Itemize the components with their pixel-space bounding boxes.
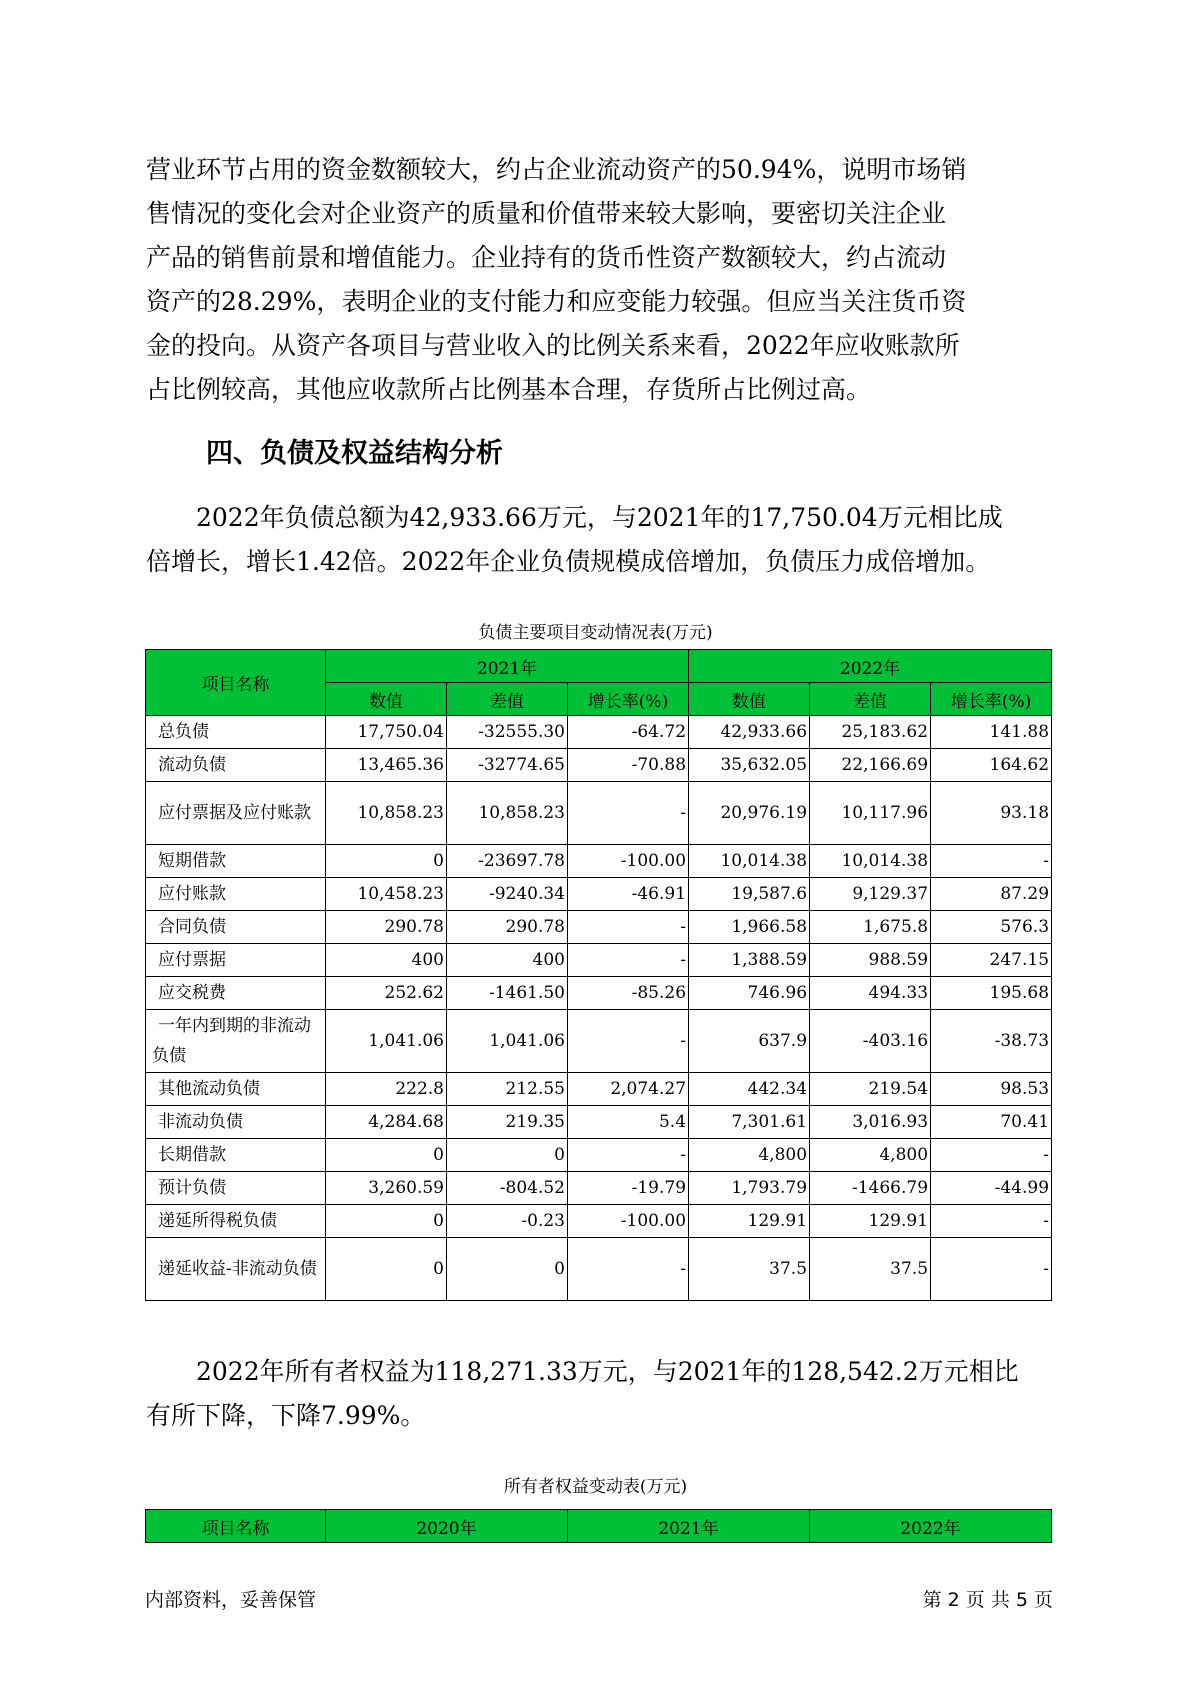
table-row	[146, 1073, 1052, 1106]
paragraph-equity-summary	[146, 1350, 1052, 1438]
cell-diff-2022: 3,016.93	[810, 1106, 931, 1139]
cell-value-2021: 13,465.36	[326, 749, 447, 782]
cell-item-name: 应交税费	[146, 977, 326, 1010]
text-line: 售情况的变化会对企业资产的质量和价值带来较大影响，要密切关注企业	[146, 199, 947, 228]
cell-rate-2021: -19.79	[568, 1172, 689, 1205]
cell-rate-2022: 164.62	[931, 749, 1052, 782]
cell-value-2021: 3,260.59	[326, 1172, 447, 1205]
cell-diff-2022: 22,166.69	[810, 749, 931, 782]
cell-value-2022: 1,388.59	[689, 944, 810, 977]
cell-value-2021: 0	[326, 845, 447, 878]
liability-table-body	[146, 716, 1052, 1301]
text-line: 金的投向。从资产各项目与营业收入的比例关系来看，2022年应收账款所	[146, 331, 960, 360]
equity-table	[145, 1509, 1052, 1543]
table-row	[146, 845, 1052, 878]
cell-rate-2021: -100.00	[568, 1205, 689, 1238]
cell-value-2021: 290.78	[326, 911, 447, 944]
cell-rate-2022: 87.29	[931, 878, 1052, 911]
cell-diff-2022: 37.5	[810, 1238, 931, 1301]
cell-value-2021: 400	[326, 944, 447, 977]
cell-diff-2021: -23697.78	[447, 845, 568, 878]
header-rate: 增长率(%)	[568, 683, 689, 716]
cell-rate-2021: -46.91	[568, 878, 689, 911]
cell-diff-2022: 988.59	[810, 944, 931, 977]
table-row	[146, 782, 1052, 845]
cell-diff-2021: -0.23	[447, 1205, 568, 1238]
cell-value-2022: 20,976.19	[689, 782, 810, 845]
header-year-2021: 2021年	[326, 650, 689, 683]
cell-value-2021: 222.8	[326, 1073, 447, 1106]
cell-diff-2021: 1,041.06	[447, 1010, 568, 1073]
cell-value-2022: 637.9	[689, 1010, 810, 1073]
cell-rate-2021: -	[568, 944, 689, 977]
page-number: 第 2 页 共 5 页	[922, 1589, 1053, 1611]
header-year-2021: 2021年	[568, 1510, 810, 1543]
cell-diff-2021: 290.78	[447, 911, 568, 944]
cell-rate-2022: 576.3	[931, 911, 1052, 944]
cell-rate-2022: 141.88	[931, 716, 1052, 749]
cell-rate-2021: -	[568, 782, 689, 845]
cell-item-name: 递延收益-非流动负债	[146, 1238, 326, 1301]
text-line: 资产的28.29%，表明企业的支付能力和应变能力较强。但应当关注货币资	[146, 287, 967, 316]
cell-rate-2022: 247.15	[931, 944, 1052, 977]
header-item-name: 项目名称	[146, 1510, 326, 1543]
table-row	[146, 1106, 1052, 1139]
cell-diff-2022: 494.33	[810, 977, 931, 1010]
table-row	[146, 878, 1052, 911]
cell-rate-2022: -	[931, 1139, 1052, 1172]
cell-value-2022: 442.34	[689, 1073, 810, 1106]
cell-item-name: 合同负债	[146, 911, 326, 944]
table-row	[146, 716, 1052, 749]
cell-diff-2021: 212.55	[447, 1073, 568, 1106]
cell-diff-2021: -9240.34	[447, 878, 568, 911]
table-row	[146, 911, 1052, 944]
table-row	[146, 1010, 1052, 1073]
cell-diff-2021: 0	[447, 1139, 568, 1172]
cell-value-2021: 4,284.68	[326, 1106, 447, 1139]
cell-diff-2022: 129.91	[810, 1205, 931, 1238]
cell-diff-2021: 0	[447, 1238, 568, 1301]
table-row	[146, 944, 1052, 977]
text-line: 占比例较高，其他应收款所占比例基本合理，存货所占比例过高。	[146, 375, 872, 404]
cell-diff-2021: -804.52	[447, 1172, 568, 1205]
cell-value-2022: 37.5	[689, 1238, 810, 1301]
cell-rate-2022: 195.68	[931, 977, 1052, 1010]
paragraph-asset-analysis	[146, 148, 1052, 412]
table-caption: 所有者权益变动表(万元)	[503, 1477, 688, 1497]
cell-item-name: 一年内到期的非流动负债	[146, 1010, 326, 1073]
cell-rate-2021: -	[568, 1238, 689, 1301]
cell-item-name: 非流动负债	[146, 1106, 326, 1139]
text-line: 2022年负债总额为42,933.66万元，与2021年的17,750.04万元相比成	[196, 503, 1003, 532]
cell-rate-2022: -44.99	[931, 1172, 1052, 1205]
table-row	[146, 1238, 1052, 1301]
header-rate: 增长率(%)	[931, 683, 1052, 716]
cell-rate-2021: -	[568, 1010, 689, 1073]
liability-table	[145, 649, 1052, 1301]
text-line: 倍增长，增长1.42倍。2022年企业负债规模成倍增加，负债压力成倍增加。	[146, 547, 991, 576]
cell-value-2022: 10,014.38	[689, 845, 810, 878]
cell-rate-2022: 70.41	[931, 1106, 1052, 1139]
cell-value-2021: 252.62	[326, 977, 447, 1010]
text-line: 2022年所有者权益为118,271.33万元，与2021年的128,542.2万元相比	[196, 1357, 1019, 1386]
header-item-name: 项目名称	[146, 650, 326, 716]
cell-item-name: 短期借款	[146, 845, 326, 878]
header-year-2022: 2022年	[810, 1510, 1052, 1543]
text-line: 有所下降，下降7.99%。	[146, 1401, 426, 1430]
cell-item-name: 流动负债	[146, 749, 326, 782]
cell-rate-2022: -	[931, 845, 1052, 878]
cell-value-2022: 746.96	[689, 977, 810, 1010]
cell-value-2021: 0	[326, 1139, 447, 1172]
cell-item-name: 应付账款	[146, 878, 326, 911]
table-row	[146, 977, 1052, 1010]
cell-value-2022: 7,301.61	[689, 1106, 810, 1139]
footer-note: 内部资料，妥善保管	[145, 1589, 317, 1611]
header-value: 数值	[326, 683, 447, 716]
cell-diff-2021: 400	[447, 944, 568, 977]
cell-item-name: 总负债	[146, 716, 326, 749]
cell-value-2022: 4,800	[689, 1139, 810, 1172]
cell-diff-2021: 10,858.23	[447, 782, 568, 845]
cell-diff-2022: 25,183.62	[810, 716, 931, 749]
cell-item-name: 递延所得税负债	[146, 1205, 326, 1238]
cell-rate-2021: -85.26	[568, 977, 689, 1010]
cell-rate-2022: -38.73	[931, 1010, 1052, 1073]
cell-value-2022: 129.91	[689, 1205, 810, 1238]
paragraph-liability-summary	[146, 496, 1052, 584]
cell-diff-2022: 10,117.96	[810, 782, 931, 845]
cell-value-2021: 1,041.06	[326, 1010, 447, 1073]
cell-rate-2022: 98.53	[931, 1073, 1052, 1106]
cell-rate-2021: -100.00	[568, 845, 689, 878]
cell-diff-2021: -32555.30	[447, 716, 568, 749]
cell-value-2022: 42,933.66	[689, 716, 810, 749]
cell-value-2021: 0	[326, 1238, 447, 1301]
table-caption: 负债主要项目变动情况表(万元)	[478, 623, 713, 643]
cell-diff-2021: -1461.50	[447, 977, 568, 1010]
cell-value-2021: 10,458.23	[326, 878, 447, 911]
cell-value-2021: 10,858.23	[326, 782, 447, 845]
cell-value-2022: 1,966.58	[689, 911, 810, 944]
cell-rate-2022: 93.18	[931, 782, 1052, 845]
cell-rate-2021: -	[568, 1139, 689, 1172]
cell-rate-2021: -	[568, 911, 689, 944]
table-row	[146, 1205, 1052, 1238]
cell-diff-2022: 4,800	[810, 1139, 931, 1172]
header-year-2022: 2022年	[689, 650, 1052, 683]
cell-item-name: 其他流动负债	[146, 1073, 326, 1106]
cell-rate-2021: 2,074.27	[568, 1073, 689, 1106]
table-row	[146, 749, 1052, 782]
cell-rate-2021: -70.88	[568, 749, 689, 782]
text-line: 产品的销售前景和增值能力。企业持有的货币性资产数额较大，约占流动	[146, 243, 947, 272]
cell-rate-2021: 5.4	[568, 1106, 689, 1139]
cell-value-2021: 0	[326, 1205, 447, 1238]
cell-item-name: 应付票据	[146, 944, 326, 977]
table-row	[146, 1139, 1052, 1172]
cell-rate-2022: -	[931, 1205, 1052, 1238]
cell-item-name: 长期借款	[146, 1139, 326, 1172]
cell-rate-2021: -64.72	[568, 716, 689, 749]
cell-diff-2022: 1,675.8	[810, 911, 931, 944]
section-heading: 四、负债及权益结构分析	[206, 438, 503, 469]
cell-rate-2022: -	[931, 1238, 1052, 1301]
cell-diff-2021: -32774.65	[447, 749, 568, 782]
cell-value-2021: 17,750.04	[326, 716, 447, 749]
cell-diff-2022: 10,014.38	[810, 845, 931, 878]
cell-item-name: 应付票据及应付账款	[146, 782, 326, 845]
cell-diff-2022: -403.16	[810, 1010, 931, 1073]
header-value: 数值	[689, 683, 810, 716]
cell-diff-2022: 9,129.37	[810, 878, 931, 911]
table-row	[146, 1172, 1052, 1205]
header-diff: 差值	[810, 683, 931, 716]
text-line: 营业环节占用的资金数额较大，约占企业流动资产的50.94%，说明市场销	[146, 155, 967, 184]
cell-item-name: 预计负债	[146, 1172, 326, 1205]
cell-diff-2022: -1466.79	[810, 1172, 931, 1205]
cell-value-2022: 35,632.05	[689, 749, 810, 782]
cell-value-2022: 1,793.79	[689, 1172, 810, 1205]
header-diff: 差值	[447, 683, 568, 716]
cell-value-2022: 19,587.6	[689, 878, 810, 911]
cell-diff-2022: 219.54	[810, 1073, 931, 1106]
header-year-2020: 2020年	[326, 1510, 568, 1543]
cell-diff-2021: 219.35	[447, 1106, 568, 1139]
